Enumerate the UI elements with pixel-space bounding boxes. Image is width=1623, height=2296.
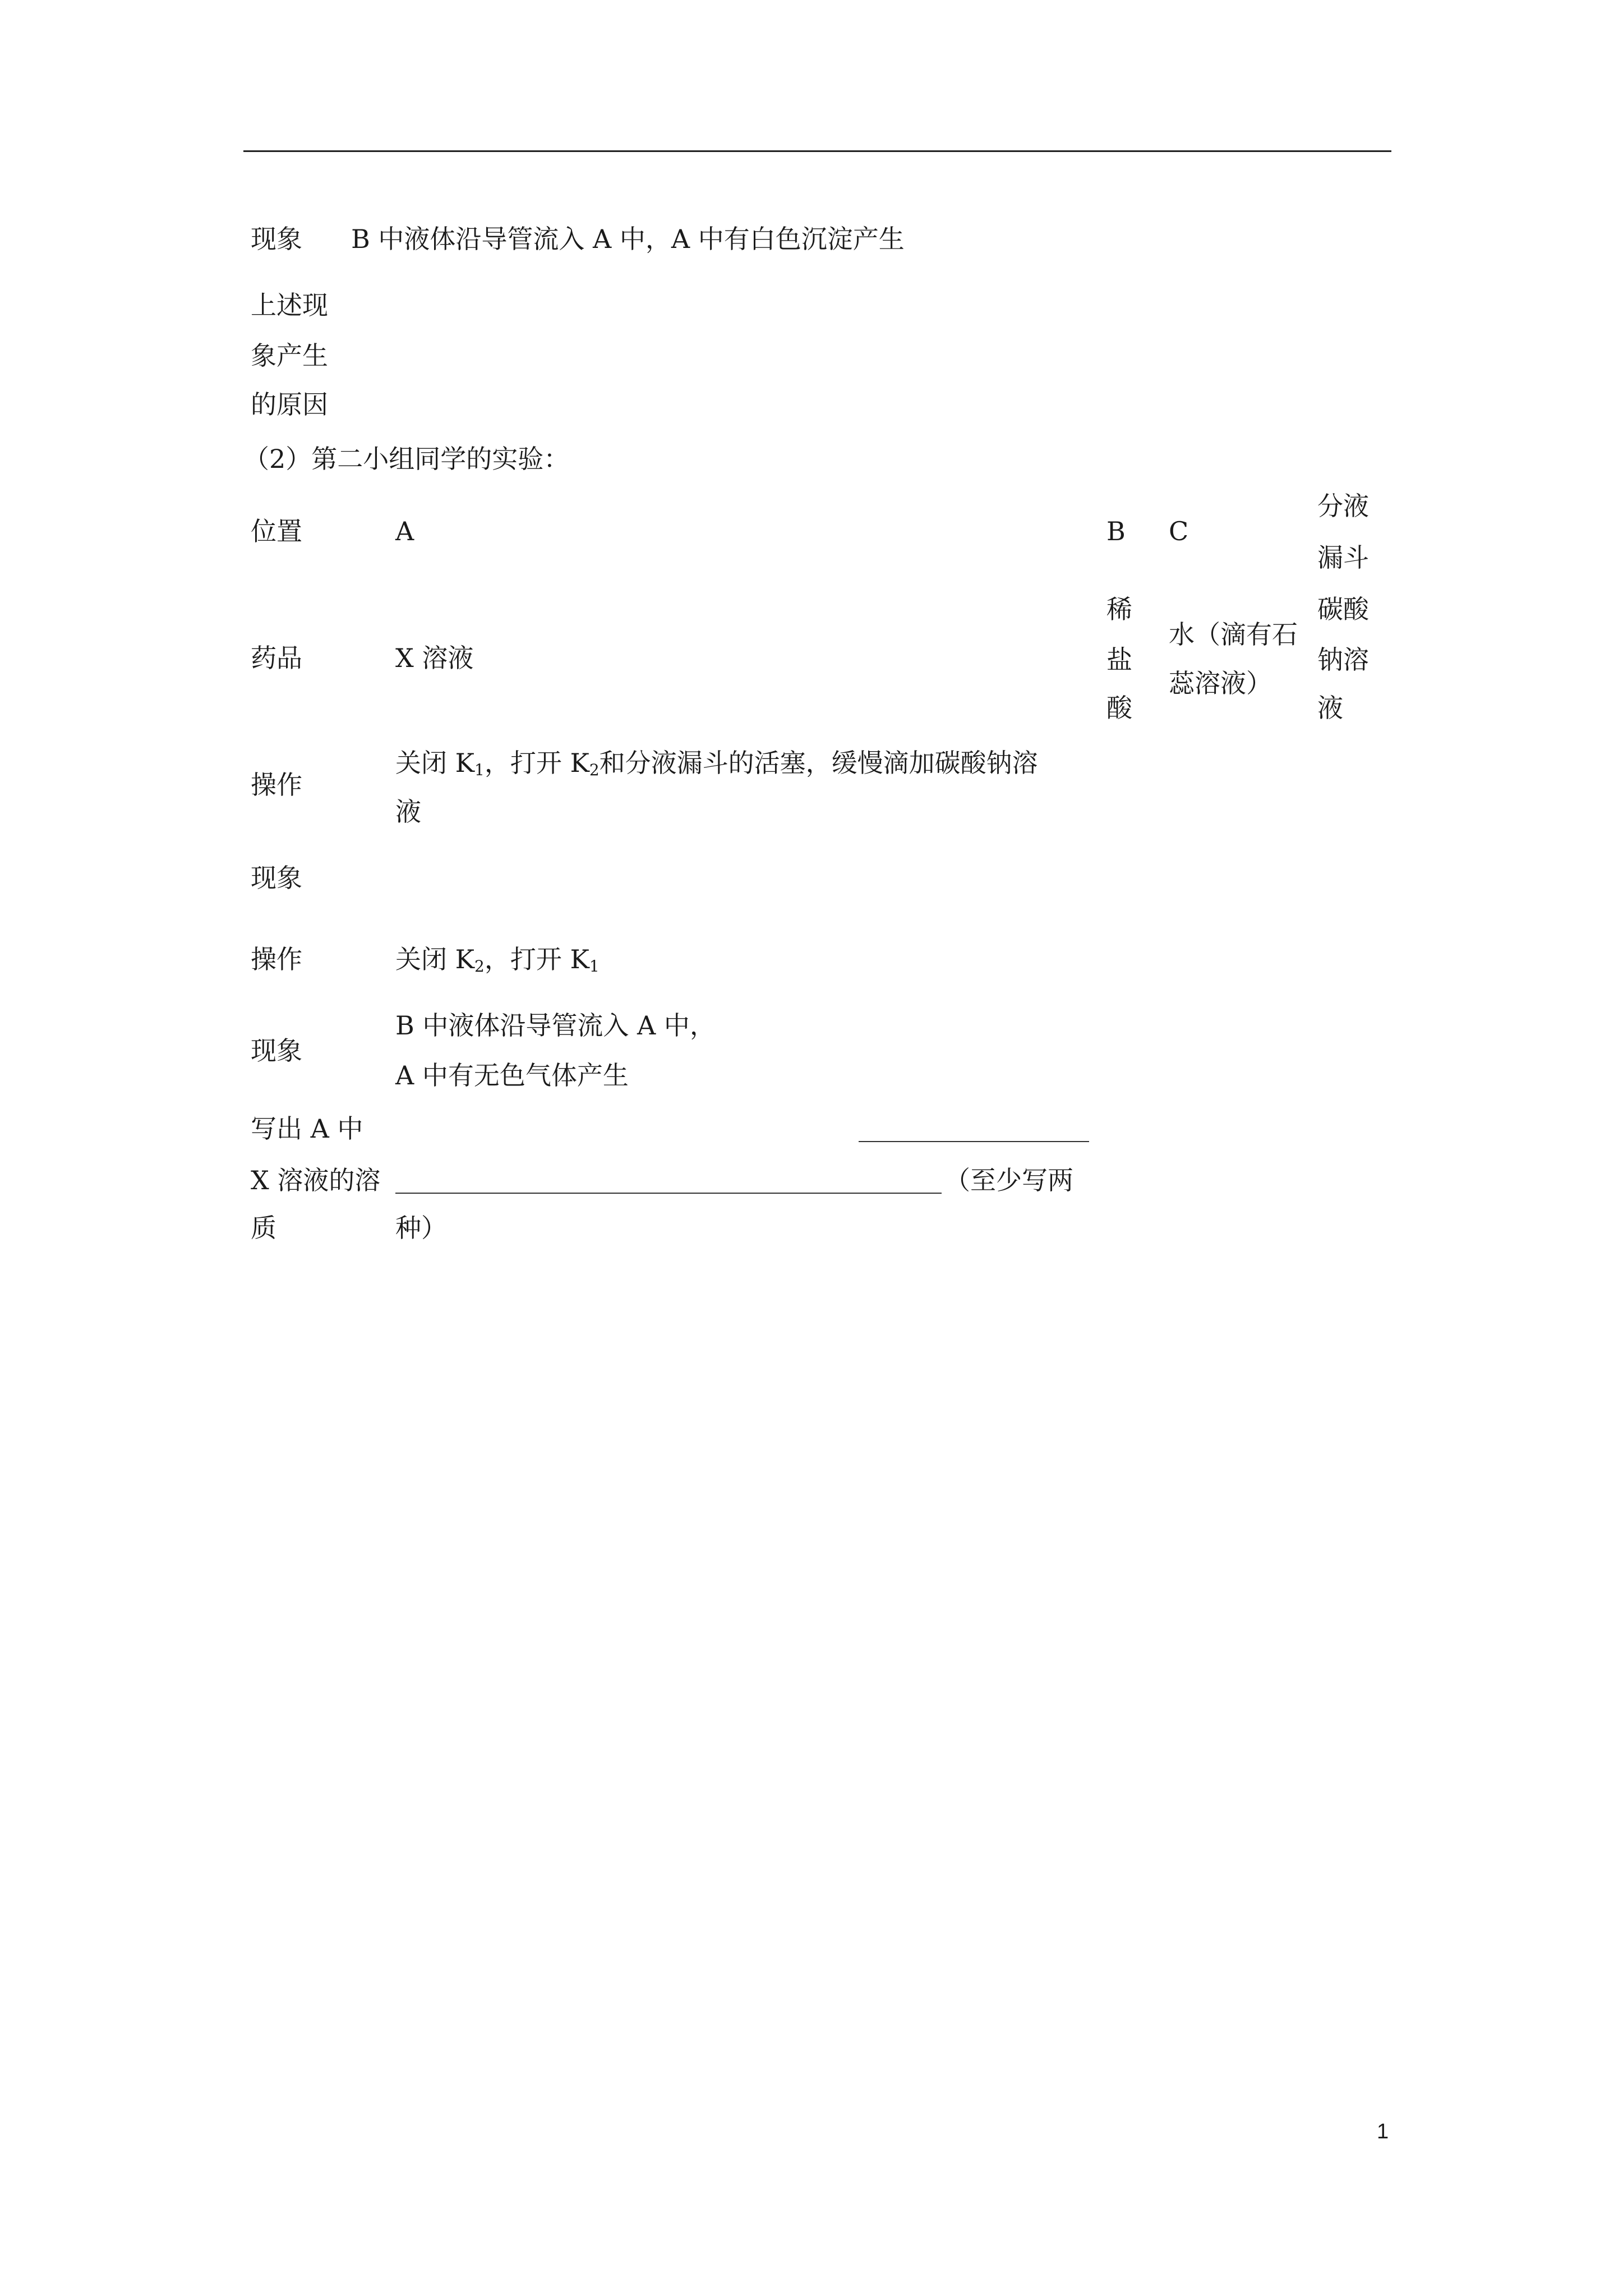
subscript: 1 (474, 761, 485, 779)
position-label: 位置 (251, 516, 302, 546)
solute-hint: 种） (395, 1213, 447, 1243)
answer-blank (859, 1141, 1089, 1142)
solute-question-label: 质 (251, 1213, 276, 1243)
position-c: C (1169, 516, 1189, 546)
phenomenon-text: B 中液体沿导管流入 A 中， (395, 1010, 716, 1041)
reagent-b: 稀 (1106, 594, 1132, 624)
subscript: 2 (589, 761, 600, 779)
operation-text-part: 和分液漏斗的活塞，缓慢滴加碳酸钠溶 (599, 748, 1038, 778)
operation-text (395, 945, 600, 981)
reagent-c: 水（滴有石 (1169, 619, 1298, 650)
position-funnel: 分液 (1317, 491, 1369, 521)
reagent-funnel: 碳酸 (1317, 594, 1369, 624)
phenomenon-label: 现象 (251, 224, 302, 254)
operation-text (395, 748, 1038, 785)
position-a: A (395, 516, 414, 546)
answer-blank (395, 1193, 942, 1194)
phenomenon-label: 现象 (251, 863, 302, 893)
reagent-b: 盐 (1106, 645, 1132, 675)
operation-text-part: 关闭 K (395, 748, 474, 778)
header-rule (243, 150, 1391, 152)
reagent-funnel: 液 (1317, 693, 1343, 723)
solute-hint: （至少写两 (944, 1165, 1073, 1195)
reason-label-line: 的原因 (251, 389, 328, 420)
operation-text-part: 关闭 K (395, 944, 474, 974)
reagent-c: 蕊溶液） (1169, 668, 1272, 698)
reagent-label: 药品 (251, 643, 302, 673)
operation-text-line2: 液 (395, 797, 421, 827)
operation-text-part: ，打开 K (484, 748, 589, 778)
reason-label-line: 象产生 (251, 341, 328, 371)
phenomenon-text: A 中有无色气体产生 (395, 1060, 629, 1091)
subscript: 1 (589, 957, 600, 976)
phenomenon-label: 现象 (251, 1036, 302, 1066)
position-b: B (1106, 516, 1126, 546)
solute-question-label: X 溶液的溶 (251, 1165, 381, 1195)
operation-label: 操作 (251, 944, 302, 974)
position-funnel: 漏斗 (1317, 542, 1369, 573)
phenomenon-text: B 中液体沿导管流入 A 中，A 中有白色沉淀产生 (351, 224, 905, 254)
reagent-a: X 溶液 (395, 643, 474, 673)
page-number: 1 (1377, 2120, 1389, 2143)
operation-label: 操作 (251, 770, 302, 800)
reagent-b: 酸 (1106, 693, 1132, 723)
reason-label-line: 上述现 (251, 290, 328, 320)
section-heading: （2）第二小组同学的实验： (243, 444, 570, 474)
reagent-funnel: 钠溶 (1317, 645, 1369, 675)
solute-question-label: 写出 A 中 (251, 1114, 363, 1144)
subscript: 2 (474, 957, 485, 976)
operation-text-part: ，打开 K (484, 944, 589, 974)
